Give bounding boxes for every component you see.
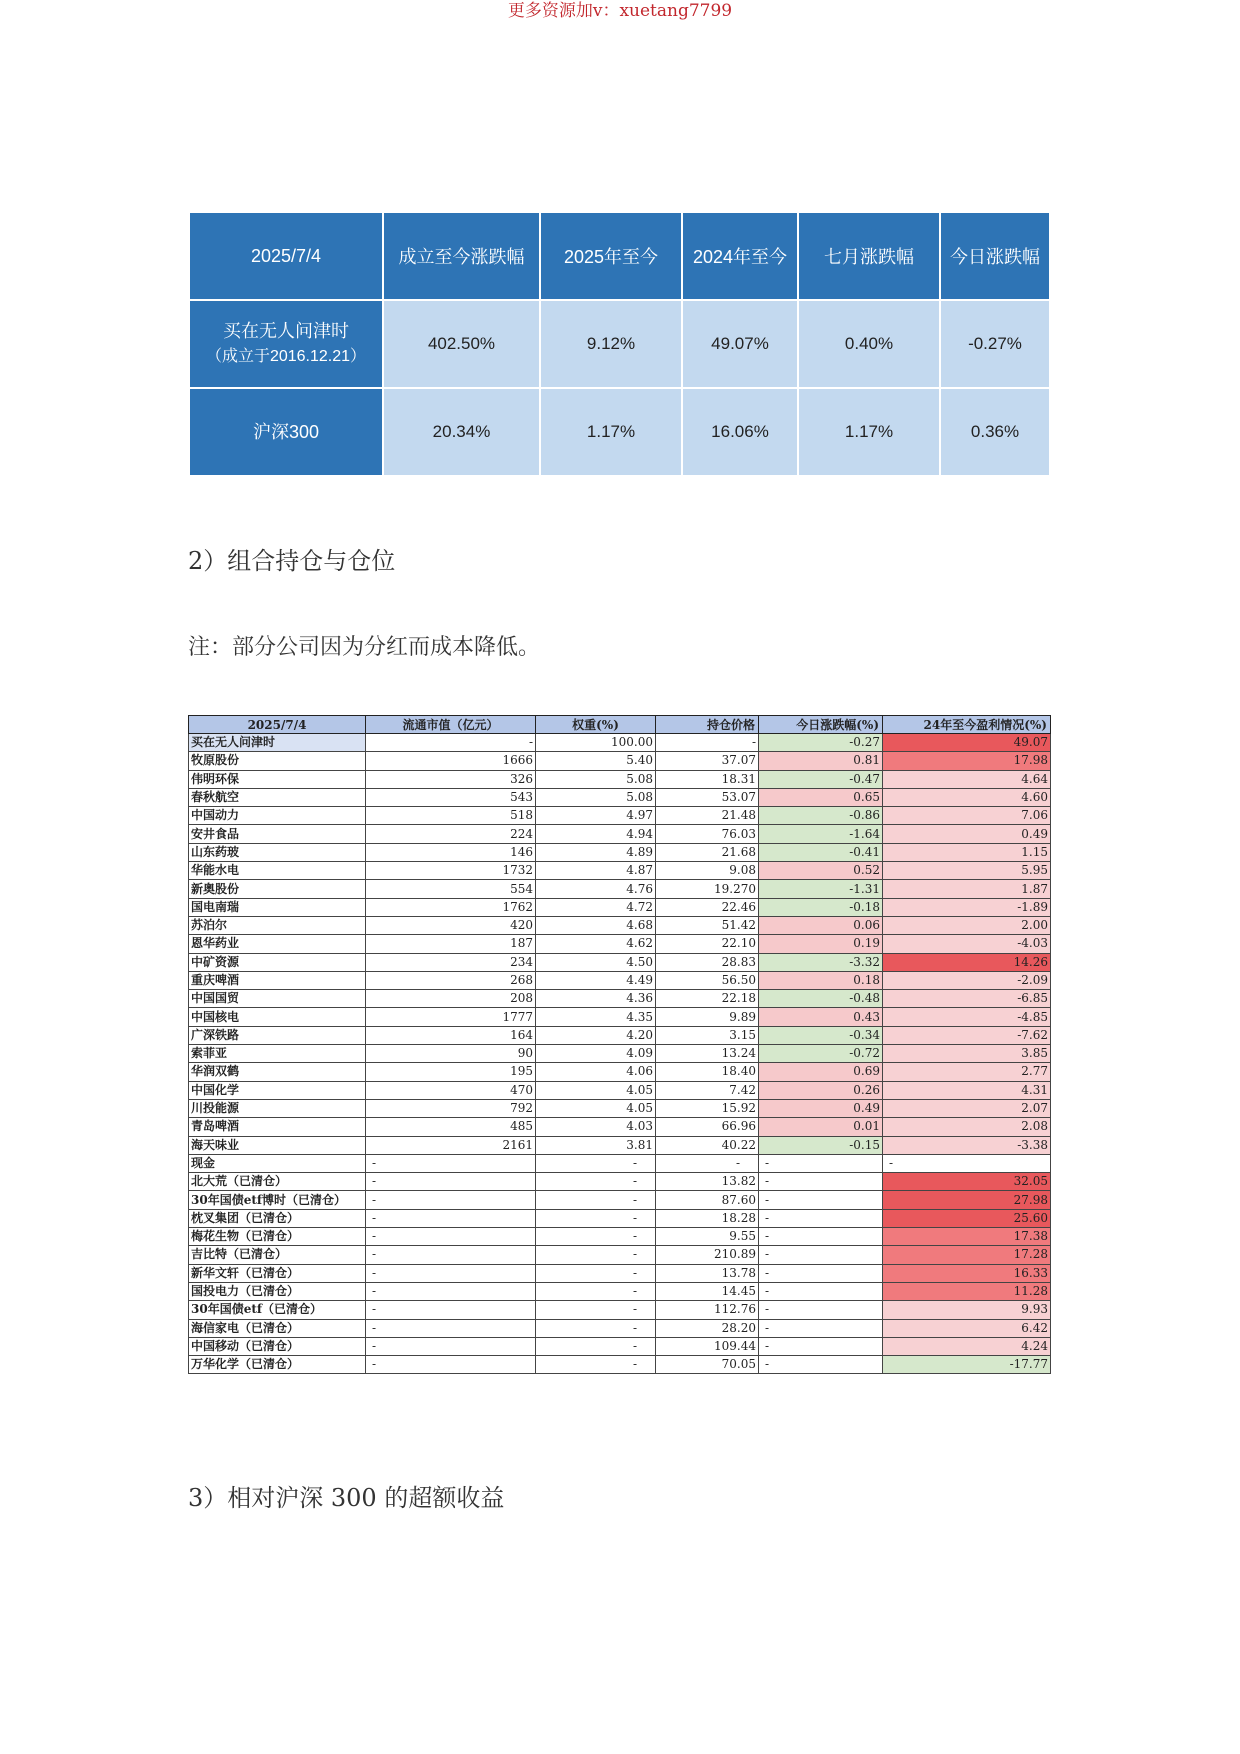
holdings-cell-y: 2.77: [883, 1063, 1051, 1081]
holdings-cell-d: 0.52: [759, 862, 883, 880]
holdings-cell-name: 枕叉集团（已清仓）: [189, 1209, 366, 1227]
summary-cell: 9.12%: [540, 300, 682, 388]
holdings-cell-d: 0.43: [759, 1008, 883, 1026]
holdings-cell-mv: 146: [366, 843, 536, 861]
holdings-cell-y: 25.60: [883, 1209, 1051, 1227]
portfolio-name: 买在无人问津时: [223, 321, 349, 341]
holdings-cell-mv: 326: [366, 770, 536, 788]
section-2-title: 2）组合持仓与仓位: [188, 547, 396, 575]
holdings-cell-y: 16.33: [883, 1264, 1051, 1282]
holdings-cell-p: 3.15: [656, 1026, 759, 1044]
holdings-cell-w: 5.08: [536, 770, 656, 788]
holdings-cell-y: 4.60: [883, 788, 1051, 806]
holdings-cell-y: 1.87: [883, 880, 1051, 898]
holdings-cell-d: 0.65: [759, 788, 883, 806]
holdings-cell-p: 22.18: [656, 990, 759, 1008]
holdings-cell-d: -: [759, 1209, 883, 1227]
holdings-cell-name: 华润双鹤: [189, 1063, 366, 1081]
summary-row-csi300: [189, 388, 1050, 476]
holdings-cell-name: 牧原股份: [189, 752, 366, 770]
holdings-cell-d: -0.47: [759, 770, 883, 788]
holdings-cell-w: -: [536, 1209, 656, 1227]
holdings-cell-d: 0.69: [759, 1063, 883, 1081]
holdings-cell-w: 4.20: [536, 1026, 656, 1044]
summary-cell: 1.17%: [540, 388, 682, 476]
holdings-cell-w: 100.00: [536, 734, 656, 752]
holdings-row: [189, 1026, 1051, 1044]
holdings-cell-d: -: [759, 1282, 883, 1300]
holdings-header-market-cap: 流通市值（亿元）: [366, 716, 536, 734]
holdings-cell-p: 21.48: [656, 807, 759, 825]
holdings-cell-w: 4.87: [536, 862, 656, 880]
summary-header-since-2024: 2024年至今: [682, 212, 798, 300]
holdings-cell-p: 70.05: [656, 1356, 759, 1374]
holdings-row: [189, 1228, 1051, 1246]
holdings-row: [189, 953, 1051, 971]
holdings-cell-w: 4.76: [536, 880, 656, 898]
holdings-cell-name: 安井食品: [189, 825, 366, 843]
holdings-cell-w: 5.08: [536, 788, 656, 806]
holdings-cell-mv: 90: [366, 1045, 536, 1063]
holdings-cell-p: 40.22: [656, 1136, 759, 1154]
holdings-cell-w: 4.03: [536, 1118, 656, 1136]
holdings-cell-p: 53.07: [656, 788, 759, 806]
holdings-row: [189, 1099, 1051, 1117]
holdings-header-price: 持仓价格: [656, 716, 759, 734]
holdings-cell-name: 万华化学（已清仓）: [189, 1356, 366, 1374]
summary-header-july: 七月涨跌幅: [798, 212, 940, 300]
holdings-cell-p: 15.92: [656, 1099, 759, 1117]
holdings-header-today-change: 今日涨跌幅(%): [759, 716, 883, 734]
holdings-cell-w: 4.09: [536, 1045, 656, 1063]
holdings-row: [189, 1282, 1051, 1300]
holdings-cell-p: 19.270: [656, 880, 759, 898]
holdings-cell-mv: -: [366, 1337, 536, 1355]
holdings-cell-name: 中国国贸: [189, 990, 366, 1008]
holdings-cell-p: 13.78: [656, 1264, 759, 1282]
holdings-row: [189, 1081, 1051, 1099]
holdings-cell-p: 22.10: [656, 935, 759, 953]
holdings-cell-p: 28.20: [656, 1319, 759, 1337]
holdings-cell-name: 30年国债etf博时（已清仓）: [189, 1191, 366, 1209]
holdings-row: [189, 1209, 1051, 1227]
holdings-row: [189, 1136, 1051, 1154]
holdings-cell-y: 49.07: [883, 734, 1051, 752]
holdings-cell-d: -1.64: [759, 825, 883, 843]
holdings-cell-mv: 554: [366, 880, 536, 898]
holdings-cell-name: 重庆啤酒: [189, 971, 366, 989]
holdings-row: [189, 1264, 1051, 1282]
holdings-cell-w: -: [536, 1356, 656, 1374]
holdings-cell-y: -4.85: [883, 1008, 1051, 1026]
holdings-row: [189, 916, 1051, 934]
holdings-row: [189, 752, 1051, 770]
holdings-cell-w: -: [536, 1191, 656, 1209]
holdings-cell-mv: 485: [366, 1118, 536, 1136]
holdings-cell-d: -0.48: [759, 990, 883, 1008]
holdings-row: [189, 770, 1051, 788]
holdings-row: [189, 1246, 1051, 1264]
holdings-cell-mv: 164: [366, 1026, 536, 1044]
holdings-cell-p: 14.45: [656, 1282, 759, 1300]
holdings-cell-d: -0.41: [759, 843, 883, 861]
summary-header-row: [189, 212, 1050, 300]
holdings-cell-w: 4.62: [536, 935, 656, 953]
holdings-cell-p: 13.82: [656, 1173, 759, 1191]
holdings-cell-w: -: [536, 1173, 656, 1191]
holdings-cell-mv: -: [366, 1246, 536, 1264]
holdings-cell-y: 4.64: [883, 770, 1051, 788]
summary-cell: 0.36%: [940, 388, 1050, 476]
holdings-cell-w: 4.97: [536, 807, 656, 825]
holdings-cell-w: 3.81: [536, 1136, 656, 1154]
holdings-cell-y: 17.98: [883, 752, 1051, 770]
holdings-cell-name: 新奥股份: [189, 880, 366, 898]
holdings-cell-p: 109.44: [656, 1337, 759, 1355]
holdings-cell-y: 9.93: [883, 1301, 1051, 1319]
holdings-cell-p: 9.08: [656, 862, 759, 880]
summary-cell: 16.06%: [682, 388, 798, 476]
holdings-cell-p: 210.89: [656, 1246, 759, 1264]
holdings-cell-mv: 1762: [366, 898, 536, 916]
holdings-cell-p: 7.42: [656, 1081, 759, 1099]
holdings-cell-mv: 543: [366, 788, 536, 806]
holdings-cell-name: 30年国债etf（已清仓）: [189, 1301, 366, 1319]
holdings-cell-mv: 470: [366, 1081, 536, 1099]
section-3-title: 3）相对沪深 300 的超额收益: [188, 1484, 505, 1512]
holdings-cell-p: 18.31: [656, 770, 759, 788]
holdings-cell-w: 5.40: [536, 752, 656, 770]
holdings-cell-y: 2.07: [883, 1099, 1051, 1117]
holdings-cell-mv: 2161: [366, 1136, 536, 1154]
holdings-cell-p: 76.03: [656, 825, 759, 843]
holdings-cell-w: 4.89: [536, 843, 656, 861]
holdings-cell-name: 索菲亚: [189, 1045, 366, 1063]
holdings-cell-mv: 1777: [366, 1008, 536, 1026]
holdings-cell-y: 17.38: [883, 1228, 1051, 1246]
holdings-cell-name: 中国化学: [189, 1081, 366, 1099]
holdings-cell-p: 13.24: [656, 1045, 759, 1063]
holdings-row: [189, 843, 1051, 861]
holdings-cell-d: -: [759, 1154, 883, 1172]
holdings-cell-mv: 195: [366, 1063, 536, 1081]
holdings-cell-p: 87.60: [656, 1191, 759, 1209]
holdings-cell-w: 4.05: [536, 1099, 656, 1117]
holdings-cell-y: 6.42: [883, 1319, 1051, 1337]
holdings-cell-d: -: [759, 1191, 883, 1209]
holdings-cell-name: 海信家电（已清仓）: [189, 1319, 366, 1337]
holdings-cell-y: 5.95: [883, 862, 1051, 880]
holdings-cell-p: 21.68: [656, 843, 759, 861]
holdings-cell-name: 广深铁路: [189, 1026, 366, 1044]
holdings-cell-p: 56.50: [656, 971, 759, 989]
holdings-cell-y: 27.98: [883, 1191, 1051, 1209]
holdings-cell-d: -0.34: [759, 1026, 883, 1044]
holdings-header-ytd-profit: 24年至今盈利情况(%): [883, 716, 1051, 734]
holdings-row: [189, 1063, 1051, 1081]
holdings-cell-y: 3.85: [883, 1045, 1051, 1063]
summary-header-today: 今日涨跌幅: [940, 212, 1050, 300]
holdings-cell-mv: 234: [366, 953, 536, 971]
holdings-cell-w: -: [536, 1282, 656, 1300]
holdings-row: [189, 1154, 1051, 1172]
summary-cell: 49.07%: [682, 300, 798, 388]
summary-cell: -0.27%: [940, 300, 1050, 388]
holdings-row: [189, 1173, 1051, 1191]
holdings-cell-p: -: [656, 1154, 759, 1172]
holdings-row: [189, 935, 1051, 953]
holdings-row: [189, 825, 1051, 843]
summary-cell: 20.34%: [383, 388, 540, 476]
summary-cell: 402.50%: [383, 300, 540, 388]
holdings-cell-mv: -: [366, 1209, 536, 1227]
holdings-cell-p: 66.96: [656, 1118, 759, 1136]
holdings-row: [189, 971, 1051, 989]
holdings-cell-d: 0.49: [759, 1099, 883, 1117]
holdings-cell-p: 51.42: [656, 916, 759, 934]
holdings-row: [189, 734, 1051, 752]
holdings-cell-d: -: [759, 1337, 883, 1355]
holdings-cell-y: -4.03: [883, 935, 1051, 953]
summary-cell: 1.17%: [798, 388, 940, 476]
summary-row-label: [189, 300, 383, 388]
holdings-cell-y: 4.24: [883, 1337, 1051, 1355]
holdings-cell-name: 现金: [189, 1154, 366, 1172]
holdings-cell-y: 2.00: [883, 916, 1051, 934]
holdings-cell-y: -1.89: [883, 898, 1051, 916]
holdings-cell-d: 0.18: [759, 971, 883, 989]
holdings-cell-w: 4.50: [536, 953, 656, 971]
holdings-cell-mv: 518: [366, 807, 536, 825]
holdings-row: [189, 862, 1051, 880]
holdings-cell-w: -: [536, 1337, 656, 1355]
holdings-cell-mv: -: [366, 1282, 536, 1300]
holdings-cell-w: 4.35: [536, 1008, 656, 1026]
holdings-row: [189, 1319, 1051, 1337]
holdings-cell-y: -: [883, 1154, 1051, 1172]
holdings-cell-name: 川投能源: [189, 1099, 366, 1117]
holdings-cell-name: 中矿资源: [189, 953, 366, 971]
holdings-cell-p: 28.83: [656, 953, 759, 971]
holdings-cell-name: 北大荒（已清仓）: [189, 1173, 366, 1191]
holdings-cell-name: 中国动力: [189, 807, 366, 825]
holdings-row: [189, 807, 1051, 825]
holdings-cell-mv: -: [366, 1356, 536, 1374]
performance-summary-table: [188, 211, 1051, 477]
holdings-cell-y: 4.31: [883, 1081, 1051, 1099]
summary-cell: 0.40%: [798, 300, 940, 388]
holdings-row: [189, 880, 1051, 898]
holdings-cell-y: 14.26: [883, 953, 1051, 971]
holdings-row: [189, 1045, 1051, 1063]
holdings-cell-d: 0.06: [759, 916, 883, 934]
holdings-cell-name: 新华文轩（已清仓）: [189, 1264, 366, 1282]
holdings-cell-mv: -: [366, 1228, 536, 1246]
holdings-cell-name: 中国移动（已清仓）: [189, 1337, 366, 1355]
holdings-cell-mv: -: [366, 734, 536, 752]
holdings-cell-w: -: [536, 1319, 656, 1337]
holdings-cell-p: 37.07: [656, 752, 759, 770]
holdings-cell-name: 青岛啤酒: [189, 1118, 366, 1136]
holdings-cell-d: 0.81: [759, 752, 883, 770]
holdings-cell-y: 32.05: [883, 1173, 1051, 1191]
holdings-cell-d: -: [759, 1173, 883, 1191]
summary-row-label: 沪深300: [189, 388, 383, 476]
holdings-cell-name: 华能水电: [189, 862, 366, 880]
holdings-cell-y: -3.38: [883, 1136, 1051, 1154]
holdings-cell-d: -1.31: [759, 880, 883, 898]
holdings-cell-mv: -: [366, 1319, 536, 1337]
holdings-row: [189, 1337, 1051, 1355]
holdings-cell-mv: 224: [366, 825, 536, 843]
holdings-cell-name: 买在无人问津时: [189, 734, 366, 752]
summary-header-ytd-2025: 2025年至今: [540, 212, 682, 300]
holdings-cell-name: 梅花生物（已清仓）: [189, 1228, 366, 1246]
summary-header-date: 2025/7/4: [189, 212, 383, 300]
holdings-cell-mv: -: [366, 1173, 536, 1191]
holdings-cell-mv: 420: [366, 916, 536, 934]
holdings-row: [189, 1301, 1051, 1319]
holdings-cell-w: -: [536, 1264, 656, 1282]
holdings-cell-d: -3.32: [759, 953, 883, 971]
holdings-row: [189, 990, 1051, 1008]
holdings-cell-d: -: [759, 1246, 883, 1264]
holdings-header-weight: 权重(%): [536, 716, 656, 734]
holdings-cell-name: 国投电力（已清仓）: [189, 1282, 366, 1300]
holdings-cell-name: 国电南瑞: [189, 898, 366, 916]
holdings-cell-w: 4.05: [536, 1081, 656, 1099]
holdings-cell-y: 7.06: [883, 807, 1051, 825]
holdings-cell-w: 4.94: [536, 825, 656, 843]
holdings-cell-d: -0.15: [759, 1136, 883, 1154]
holdings-row: [189, 788, 1051, 806]
holdings-cell-y: 17.28: [883, 1246, 1051, 1264]
holdings-row: [189, 1356, 1051, 1374]
holdings-cell-p: 18.40: [656, 1063, 759, 1081]
holdings-cell-w: -: [536, 1228, 656, 1246]
holdings-cell-name: 伟明环保: [189, 770, 366, 788]
holdings-cell-p: 9.89: [656, 1008, 759, 1026]
holdings-cell-mv: 208: [366, 990, 536, 1008]
holdings-cell-d: -0.72: [759, 1045, 883, 1063]
holdings-cell-d: 0.26: [759, 1081, 883, 1099]
holdings-cell-p: 9.55: [656, 1228, 759, 1246]
holdings-cell-y: 1.15: [883, 843, 1051, 861]
holdings-cell-d: 0.01: [759, 1118, 883, 1136]
holdings-cell-w: -: [536, 1154, 656, 1172]
holdings-cell-p: 18.28: [656, 1209, 759, 1227]
holdings-cell-y: -2.09: [883, 971, 1051, 989]
holdings-cell-mv: -: [366, 1191, 536, 1209]
holdings-cell-y: -7.62: [883, 1026, 1051, 1044]
holdings-cell-d: -: [759, 1264, 883, 1282]
holdings-cell-name: 恩华药业: [189, 935, 366, 953]
holdings-cell-d: -: [759, 1319, 883, 1337]
holdings-cell-w: -: [536, 1246, 656, 1264]
holdings-cell-mv: -: [366, 1264, 536, 1282]
holdings-header-row: [189, 716, 1051, 734]
summary-header-since-inception: 成立至今涨跌幅: [383, 212, 540, 300]
holdings-cell-mv: 1732: [366, 862, 536, 880]
holdings-header-date: 2025/7/4: [189, 716, 366, 734]
holdings-cell-name: 海天味业: [189, 1136, 366, 1154]
holdings-cell-mv: 268: [366, 971, 536, 989]
holdings-cell-mv: 1666: [366, 752, 536, 770]
holdings-cell-d: -: [759, 1356, 883, 1374]
holdings-cell-w: 4.68: [536, 916, 656, 934]
holdings-cell-name: 中国核电: [189, 1008, 366, 1026]
holdings-cell-y: -6.85: [883, 990, 1051, 1008]
holdings-row: [189, 898, 1051, 916]
holdings-cell-w: 4.36: [536, 990, 656, 1008]
holdings-cell-w: -: [536, 1301, 656, 1319]
holdings-cell-mv: 792: [366, 1099, 536, 1117]
holdings-cell-p: -: [656, 734, 759, 752]
holdings-cell-d: -: [759, 1228, 883, 1246]
holdings-cell-name: 春秋航空: [189, 788, 366, 806]
portfolio-inception: （成立于2016.12.21）: [205, 348, 367, 365]
holdings-cell-y: 0.49: [883, 825, 1051, 843]
holdings-row: [189, 1118, 1051, 1136]
holdings-cell-d: -0.86: [759, 807, 883, 825]
holdings-cell-w: 4.49: [536, 971, 656, 989]
holdings-cell-p: 112.76: [656, 1301, 759, 1319]
holdings-cell-d: -: [759, 1301, 883, 1319]
holdings-row: [189, 1008, 1051, 1026]
summary-row-portfolio: [189, 300, 1050, 388]
holdings-cell-d: 0.19: [759, 935, 883, 953]
holdings-cell-y: 11.28: [883, 1282, 1051, 1300]
holdings-cell-w: 4.72: [536, 898, 656, 916]
holdings-row: [189, 1191, 1051, 1209]
holdings-cell-name: 苏泊尔: [189, 916, 366, 934]
holdings-cell-name: 山东药玻: [189, 843, 366, 861]
watermark: 更多资源加v：xuetang7799: [507, 1, 733, 21]
holdings-cell-y: -17.77: [883, 1356, 1051, 1374]
holdings-table: [188, 715, 1051, 1374]
note-text: 注：部分公司因为分红而成本降低。: [188, 635, 541, 660]
holdings-cell-mv: 187: [366, 935, 536, 953]
holdings-cell-p: 22.46: [656, 898, 759, 916]
holdings-cell-mv: -: [366, 1301, 536, 1319]
holdings-cell-y: 2.08: [883, 1118, 1051, 1136]
holdings-cell-d: -0.27: [759, 734, 883, 752]
holdings-cell-d: -0.18: [759, 898, 883, 916]
holdings-cell-name: 吉比特（已清仓）: [189, 1246, 366, 1264]
holdings-cell-w: 4.06: [536, 1063, 656, 1081]
holdings-cell-mv: -: [366, 1154, 536, 1172]
